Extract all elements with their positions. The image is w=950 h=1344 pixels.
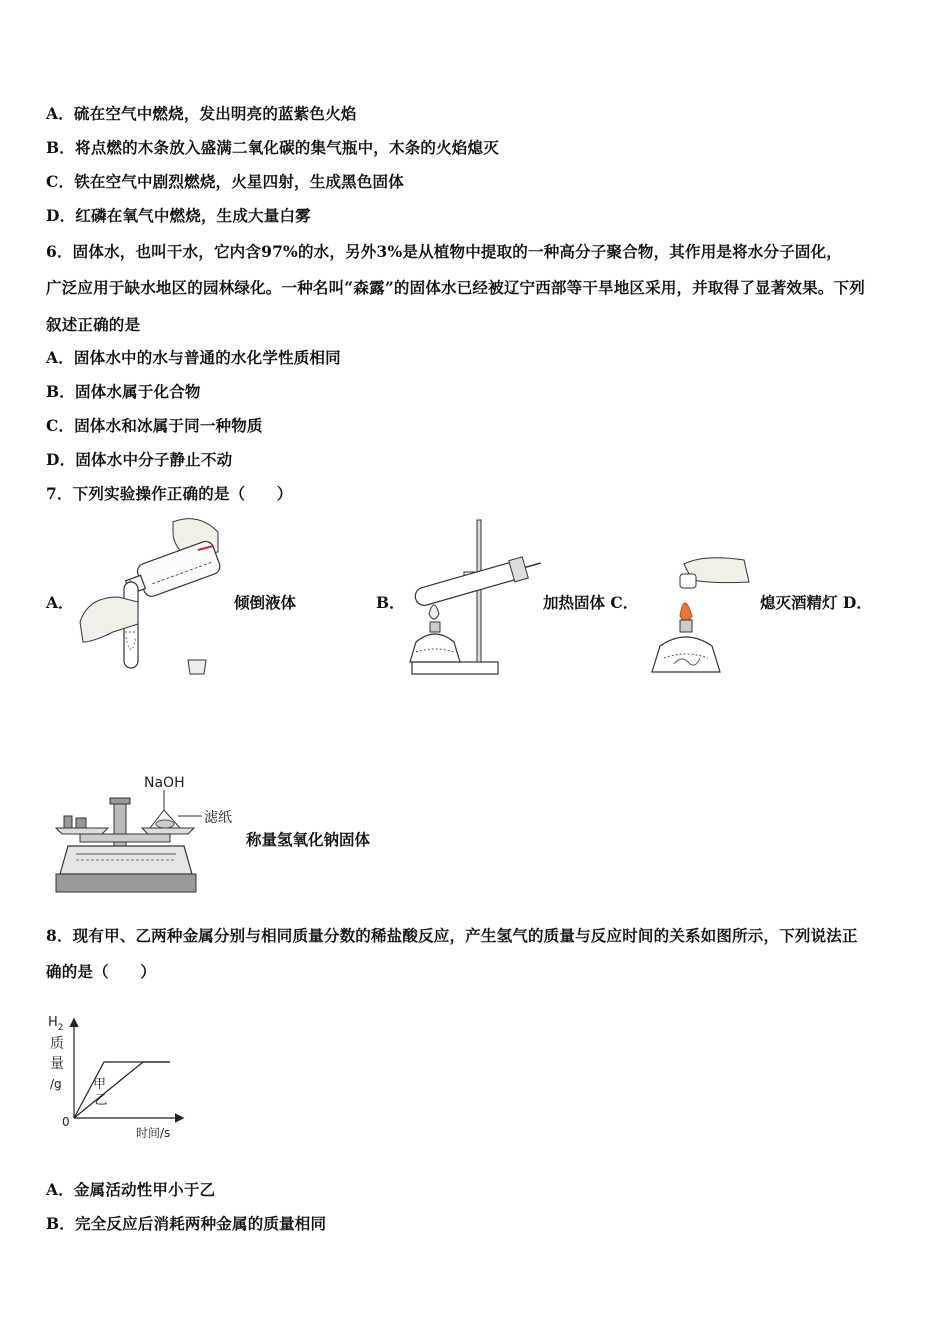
q7-label-a: A． [46, 593, 74, 612]
q6-option-c: C．固体水和冰属于同一种物质 [46, 416, 263, 435]
q7-caption-b: 加热固体 C． [543, 593, 639, 612]
q7-caption-c: 熄灭酒精灯 D． [760, 593, 872, 612]
q6-stem-line3: 叙述正确的是 [46, 315, 141, 334]
balance-naoh-figure [52, 770, 244, 896]
q5-option-c: C．铁在空气中剧烈燃烧，火星四射，生成黑色固体 [46, 172, 404, 191]
extinguishing-lamp-figure [644, 554, 754, 676]
naoh-label: NaOH [144, 775, 185, 791]
q6-stem-line1: 6．固体水，也叫干水，它内含97%的水，另外3%是从植物中提取的一种高分子聚合物，其作用是将水分子固化， [46, 242, 842, 261]
x-axis-label: 时间/s [136, 1126, 171, 1140]
q8-stem-line1: 8．现有甲、乙两种金属分别与相同质量分数的稀盐酸反应，产生氢气的质量与反应时间的关系如图所示，下列说法正 [46, 926, 858, 945]
pouring-liquid-figure [78, 512, 228, 680]
y-axis-subscript: 2 [57, 1023, 64, 1033]
q6-stem-line2: 广泛应用于缺水地区的园林绿化。一种名叫“森露”的固体水已经被辽宁西部等干旱地区采用，并取得了显著效果。下列 [46, 278, 865, 297]
y-axis-label: H [48, 1015, 58, 1030]
filter-paper-label: 滤纸 [204, 810, 232, 826]
q6-option-d: D．固体水中分子静止不动 [46, 450, 233, 469]
hydrogen-mass-chart [44, 1010, 194, 1142]
origin-label: 0 [62, 1115, 70, 1129]
q7-label-b: B． [376, 593, 405, 612]
q5-option-a: A．硫在空气中燃烧，发出明亮的蓝紫色火焰 [46, 104, 357, 123]
y-axis-char-2: 量 [50, 1056, 64, 1072]
svg-text:H2 [48, 1015, 64, 1033]
q8-stem-line2: 确的是（ ） [46, 962, 156, 981]
y-axis-char-1: 质 [50, 1036, 64, 1052]
series-label-1: 甲 [93, 1077, 107, 1092]
y-axis-unit: /g [50, 1077, 62, 1091]
q5-option-b: B．将点燃的木条放入盛满二氧化碳的集气瓶中，木条的火焰熄灭 [46, 138, 499, 157]
series-line-1 [74, 1062, 170, 1118]
q8-option-a: A．金属活动性甲小于乙 [46, 1180, 216, 1199]
q7-stem: 7．下列实验操作正确的是（ ） [46, 484, 293, 503]
q5-option-d: D．红磷在氧气中燃烧，生成大量白雾 [46, 206, 311, 225]
heating-solid-figure [404, 516, 544, 678]
q7-caption-d: 称量氢氧化钠固体 [246, 830, 371, 849]
q7-caption-a: 倾倒液体 [234, 593, 297, 612]
q6-option-a: A．固体水中的水与普通的水化学性质相同 [46, 348, 341, 367]
q8-option-b: B．完全反应后消耗两种金属的质量相同 [46, 1214, 327, 1233]
q6-option-b: B．固体水属于化合物 [46, 382, 201, 401]
series-label-2: 乙 [94, 1093, 108, 1108]
